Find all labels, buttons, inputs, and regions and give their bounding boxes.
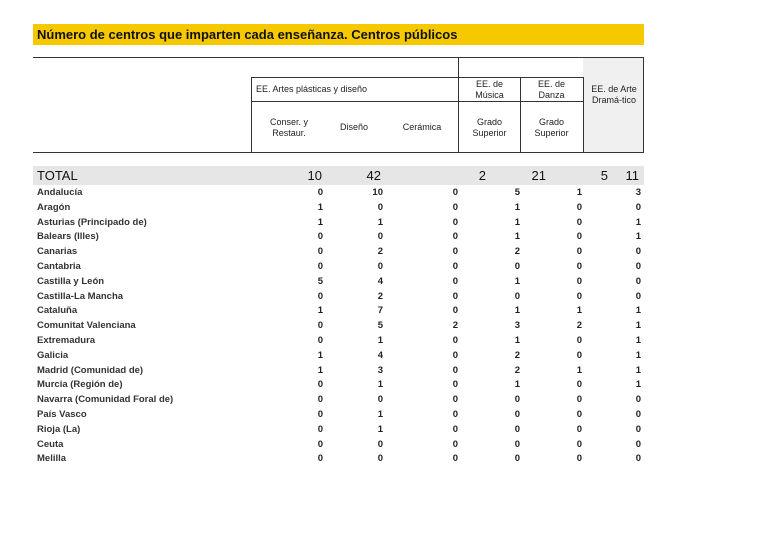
cell-value: 0 — [317, 409, 323, 420]
total-value: 42 — [366, 168, 381, 183]
table-row — [33, 245, 644, 259]
cell-value: 0 — [514, 423, 520, 435]
header-musica-grado: Grado Superior — [472, 117, 507, 138]
cell-value: 0 — [576, 335, 582, 346]
cell-value: 0 — [452, 187, 458, 198]
cell-value: 1 — [514, 305, 520, 317]
header-musica: EE. de Música — [475, 79, 504, 100]
table-row — [33, 452, 644, 466]
table-row — [33, 319, 644, 333]
cell-value: 0 — [317, 290, 323, 302]
table-row — [33, 186, 644, 200]
cell-value: 2 — [514, 246, 520, 258]
cell-value: 0 — [452, 409, 458, 420]
cell-value: 0 — [452, 216, 458, 228]
header-bottom-rule — [33, 152, 644, 153]
cell-value: 0 — [452, 423, 458, 435]
cell-value: 0 — [317, 320, 323, 332]
header-right-rule — [643, 57, 644, 152]
cell-value: 0 — [635, 261, 641, 272]
region-label: Asturias (Principado de) — [37, 216, 147, 228]
region-label: Castilla y León — [37, 275, 105, 287]
cell-value: 0 — [377, 394, 383, 406]
header-danza: EE. de Danza — [537, 79, 566, 100]
cell-value: 0 — [514, 261, 520, 272]
cell-value: 0 — [452, 246, 458, 258]
cell-value: 0 — [317, 394, 323, 406]
cell-value: 0 — [317, 231, 323, 243]
cell-value: 1 — [514, 216, 520, 228]
cell-value: 1 — [514, 201, 520, 213]
table-row — [33, 423, 644, 437]
region-label: Andalucía — [37, 187, 83, 198]
cell-value: 0 — [452, 394, 458, 406]
cell-value: 0 — [452, 379, 458, 391]
cell-value: 2 — [514, 349, 520, 361]
cell-value: 1 — [377, 379, 383, 391]
header-top-rule — [33, 57, 644, 58]
cell-value: 0 — [576, 231, 582, 243]
cell-value: 0 — [576, 216, 582, 228]
cell-value: 0 — [452, 305, 458, 317]
region-label: Extremadura — [37, 335, 96, 346]
cell-value: 1 — [635, 231, 641, 243]
cell-value: 4 — [377, 275, 383, 287]
cell-value: 0 — [317, 453, 323, 465]
region-label: País Vasco — [37, 409, 87, 420]
cell-value: 0 — [576, 261, 582, 272]
cell-value: 0 — [317, 261, 323, 272]
cell-value: 0 — [452, 453, 458, 465]
cell-value: 7 — [377, 305, 383, 317]
cell-value: 3 — [635, 187, 641, 198]
table-row — [33, 438, 644, 452]
cell-value: 5 — [377, 320, 383, 332]
table-row — [33, 378, 644, 392]
cell-value: 1 — [377, 423, 383, 435]
cell-value: 0 — [514, 438, 520, 450]
cell-value: 0 — [514, 453, 520, 465]
cell-value: 0 — [452, 201, 458, 213]
cell-value: 1 — [635, 320, 641, 332]
cell-value: 0 — [576, 246, 582, 258]
cell-value: 1 — [377, 216, 383, 228]
total-row — [33, 166, 644, 185]
table-row — [33, 304, 644, 318]
cell-value: 0 — [317, 335, 323, 346]
region-label: Galicia — [37, 349, 69, 361]
region-label: Comunitat Valenciana — [37, 320, 136, 332]
cell-value: 1 — [514, 231, 520, 243]
region-label: Rioja (La) — [37, 423, 81, 435]
table-row — [33, 260, 644, 274]
cell-value: 2 — [576, 320, 582, 332]
cell-value: 0 — [576, 349, 582, 361]
cell-value: 0 — [452, 231, 458, 243]
cell-value: 1 — [576, 305, 582, 317]
cell-value: 1 — [576, 364, 582, 376]
cell-value: 1 — [514, 379, 520, 391]
cell-value: 0 — [452, 290, 458, 302]
header-artes: EE. Artes plásticas y diseño — [256, 84, 368, 94]
cell-value: 0 — [452, 261, 458, 272]
cell-value: 0 — [514, 290, 520, 302]
cell-value: 0 — [377, 261, 383, 272]
table-row — [33, 290, 644, 304]
cell-value: 0 — [635, 201, 641, 213]
cell-value: 0 — [317, 379, 323, 391]
header-diseno: Diseño — [339, 122, 368, 132]
table-row — [33, 393, 644, 407]
cell-value: 1 — [377, 335, 383, 346]
cell-value: 10 — [372, 187, 383, 198]
cell-value: 1 — [317, 305, 323, 317]
cell-value: 2 — [514, 364, 520, 376]
cell-value: 1 — [317, 364, 323, 376]
cell-value: 4 — [377, 349, 383, 361]
cell-value: 1 — [317, 201, 323, 213]
table-title-bar — [33, 24, 644, 45]
cell-value: 1 — [317, 349, 323, 361]
header-drama: EE. de Arte Dramá-tico — [591, 84, 637, 105]
region-label: Melilla — [37, 453, 67, 465]
cell-value: 0 — [635, 409, 641, 420]
header-divider-danza — [520, 77, 521, 152]
cell-value: 0 — [317, 187, 323, 198]
cell-value: 5 — [514, 187, 520, 198]
cell-value: 1 — [514, 275, 520, 287]
cell-value: 3 — [514, 320, 520, 332]
header-left-rule — [251, 77, 252, 152]
cell-value: 0 — [514, 394, 520, 406]
cell-value: 0 — [576, 201, 582, 213]
region-label: Madrid (Comunidad de) — [37, 364, 144, 376]
cell-value: 0 — [377, 453, 383, 465]
cell-value: 0 — [576, 275, 582, 287]
cell-value: 0 — [452, 438, 458, 450]
cell-value: 0 — [576, 409, 582, 420]
cell-value: 0 — [635, 453, 641, 465]
cell-value: 1 — [635, 335, 641, 346]
cell-value: 0 — [635, 394, 641, 406]
cell-value: 0 — [576, 453, 582, 465]
table-row — [33, 364, 644, 378]
cell-value: 0 — [452, 275, 458, 287]
cell-value: 1 — [635, 379, 641, 391]
table-row — [33, 334, 644, 348]
cell-value: 0 — [576, 438, 582, 450]
region-label: Cantabria — [37, 261, 81, 272]
cell-value: 2 — [377, 246, 383, 258]
header-divider-musica — [458, 57, 459, 152]
total-value: 10 — [307, 168, 322, 183]
cell-value: 0 — [576, 290, 582, 302]
cell-value: 0 — [452, 364, 458, 376]
header-group-bottom-rule — [251, 101, 583, 102]
table-row — [33, 230, 644, 244]
cell-value: 0 — [317, 438, 323, 450]
header-divider-drama — [583, 77, 584, 152]
cell-value: 1 — [635, 364, 641, 376]
cell-value: 2 — [452, 320, 458, 332]
cell-value: 0 — [452, 349, 458, 361]
cell-value: 0 — [452, 335, 458, 346]
total-value: 11 — [625, 168, 639, 183]
total-label: TOTAL — [37, 168, 78, 183]
region-label: Navarra (Comunidad Foral de) — [37, 394, 174, 406]
total-value: 2 — [478, 168, 486, 183]
cell-value: 1 — [514, 335, 520, 346]
cell-value: 1 — [635, 305, 641, 317]
cell-value: 0 — [377, 231, 383, 243]
total-value: 5 — [600, 168, 608, 183]
table-row — [33, 201, 644, 215]
region-label: Aragón — [37, 201, 71, 213]
cell-value: 5 — [317, 275, 323, 287]
cell-value: 0 — [576, 423, 582, 435]
region-label: Cataluña — [37, 305, 78, 317]
header-conser: Conser. y Restaur. — [269, 117, 309, 138]
cell-value: 0 — [377, 201, 383, 213]
cell-value: 0 — [317, 246, 323, 258]
cell-value: 0 — [576, 379, 582, 391]
region-label: Murcia (Región de) — [37, 379, 123, 391]
cell-value: 0 — [635, 275, 641, 287]
region-label: Balears (Illes) — [37, 231, 99, 243]
cell-value: 0 — [377, 438, 383, 450]
table-row — [33, 349, 644, 363]
region-label: Castilla-La Mancha — [37, 290, 124, 302]
header-group-top-rule — [251, 77, 583, 78]
cell-value: 0 — [576, 394, 582, 406]
cell-value: 1 — [576, 187, 582, 198]
cell-value: 0 — [635, 246, 641, 258]
cell-value: 0 — [635, 423, 641, 435]
region-label: Ceuta — [37, 438, 64, 450]
cell-value: 2 — [377, 290, 383, 302]
table-row — [33, 216, 644, 230]
header-ceramica: Cerámica — [402, 122, 442, 132]
cell-value: 3 — [377, 364, 383, 376]
cell-value: 1 — [377, 409, 383, 420]
region-label: Canarias — [37, 246, 78, 258]
cell-value: 0 — [317, 423, 323, 435]
cell-value: 0 — [635, 290, 641, 302]
table-row — [33, 408, 644, 422]
total-value: 21 — [531, 168, 546, 183]
table-title: Número de centros que imparten cada enseñanza. Centros públicos — [37, 27, 458, 42]
header-danza-grado: Grado Superior — [534, 117, 569, 138]
cell-value: 0 — [635, 438, 641, 450]
cell-value: 1 — [635, 349, 641, 361]
table-row — [33, 275, 644, 289]
cell-value: 1 — [317, 216, 323, 228]
cell-value: 1 — [635, 216, 641, 228]
cell-value: 0 — [514, 409, 520, 420]
